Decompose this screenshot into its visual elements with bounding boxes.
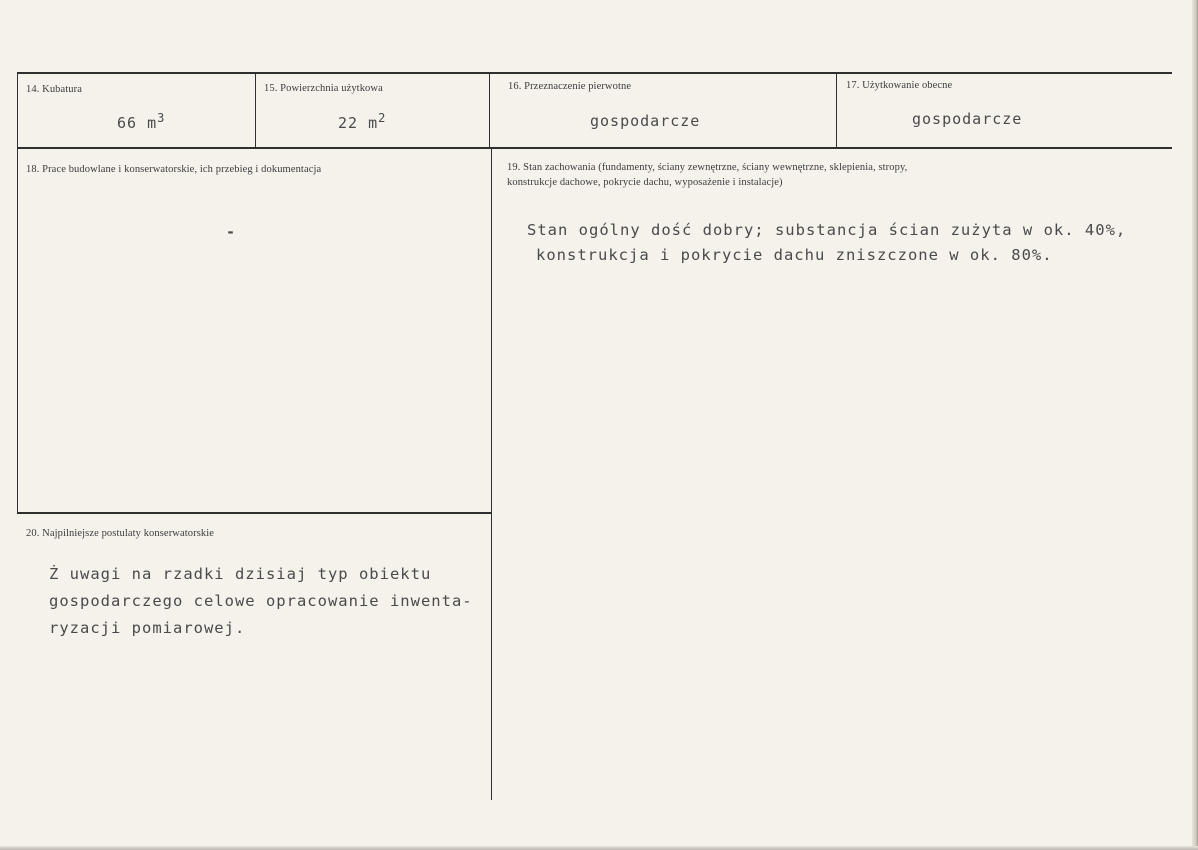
field-15-value — [338, 111, 387, 132]
section-20-rule — [17, 512, 491, 514]
field-15-value-text: 22 m — [338, 114, 379, 132]
column-divider — [491, 147, 492, 800]
field-17-value: gospodarcze — [912, 110, 1023, 128]
field-20-label: 20. Najpilniejsze postulaty konserwatorskie — [26, 528, 215, 539]
field-19-text-line2: konstrukcja i pokrycie dachu zniszczone w ok. 80%. — [536, 246, 1053, 264]
page-edge-right — [1192, 0, 1198, 850]
field-14-exponent: 3 — [157, 111, 166, 125]
field-16-label: 16. Przeznaczenie pierwotne — [508, 81, 632, 92]
field-19-text-line1: Stan ogólny dość dobry; substancja ścian zużyta w ok. 40%, — [527, 221, 1127, 239]
field-18-value: - — [226, 223, 237, 241]
field-19-label-line2: konstrukcje dachowe, pokrycie dachu, wyposażenie i instalacje) — [507, 177, 783, 188]
field-15-exponent: 2 — [378, 111, 387, 125]
field-16-value: gospodarcze — [590, 112, 701, 130]
divider-14-15 — [255, 72, 256, 149]
field-14-value-text: 66 m — [117, 114, 158, 132]
field-17-label: 17. Użytkowanie obecne — [846, 80, 953, 91]
field-18-label: 18. Prace budowlane i konserwatorskie, ich przebieg i dokumentacja — [26, 164, 322, 175]
field-14-value — [117, 111, 166, 132]
field-19-label-line1: 19. Stan zachowania (fundamenty, ściany zewnętrzne, ściany wewnętrzne, sklepienia, stropy, — [507, 162, 908, 173]
page-edge-bottom — [0, 846, 1198, 850]
field-14-label: 14. Kubatura — [26, 84, 83, 95]
left-border — [17, 72, 18, 514]
field-20-text-line1: Ż uwagi na rzadki dzisiaj typ obiektu — [49, 565, 432, 583]
field-20-text-line3: ryzacji pomiarowej. — [49, 619, 246, 637]
divider-15-16 — [489, 72, 490, 149]
divider-16-17 — [836, 72, 837, 149]
field-20-text-line2: gospodarczego celowe opracowanie inwenta- — [49, 592, 473, 610]
field-15-label: 15. Powierzchnia użytkowa — [264, 83, 383, 94]
top-rule — [17, 72, 1172, 74]
middle-rule — [17, 147, 1172, 149]
